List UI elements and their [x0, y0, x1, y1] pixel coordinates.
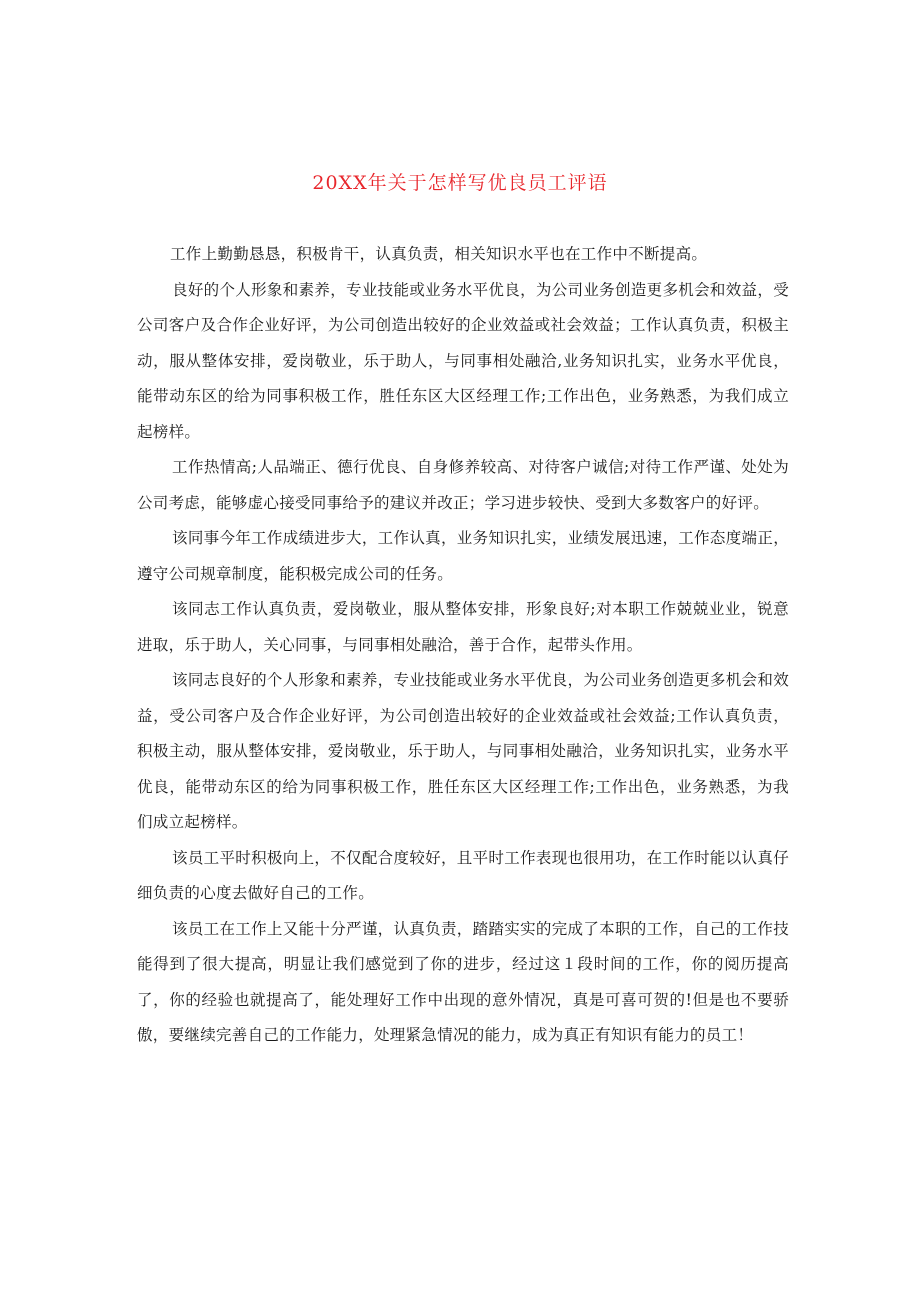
paragraph-1: 工作上勤勤恳恳，积极肯干，认真负责，相关知识水平也在工作中不断提高。 [170, 245, 708, 263]
paragraph-2: 良好的个人形象和素养，专业技能或业务水平优良，为公司业务创造更多机会和效益，受公司客户及合作企业好评，为公司创造出较好的企业效益或社会效益；工作认真负责，积极主动，服从整体安排，爱岗敬业，乐于助人，与同事相处融洽,业务知识扎实，业务水平优良，能带动东区的给为同事积极工作，胜任东区大区经理工作;工作出色，业务熟悉，为我们成立起榜样。 [137, 280, 789, 441]
paragraph-4: 该同事今年工作成绩进步大，工作认真，业务知识扎实，业绩发展迅速，工作态度端正，遵守公司规章制度，能积极完成公司的任务。 [137, 529, 789, 583]
document-body [137, 237, 789, 1054]
paragraph-5: 该同志工作认真负责，爱岗敬业，服从整体安排，形象良好;对本职工作兢兢业业，锐意进取，乐于助人，关心同事，与同事相处融洽，善于合作，起带头作用。 [137, 600, 789, 654]
paragraph-6: 该同志良好的个人形象和素养，专业技能或业务水平优良，为公司业务创造更多机会和效益，受公司客户及合作企业好评，为公司创造出较好的企业效益或社会效益;工作认真负责，积极主动，服从整体安排，爱岗敬业，乐于助人，与同事相处融洽，业务知识扎实，业务水平优良，能带动东区的给为同事积极工作，胜任东区大区经理工作;工作出色，业务熟悉，为我们成立起榜样。 [137, 671, 789, 831]
paragraph-8: 该员工在工作上又能十分严谨，认真负责，踏踏实实的完成了本职的工作，自己的工作技能得到了很大提高，明显让我们感觉到了你的进步，经过这１段时间的工作，你的阅历提高了，你的经验也就提高了，能处理好工作中出现的意外情况，真是可喜可贺的!但是也不要骄傲，要继续完善自己的工作能力，处理紧急情况的能力，成为真正有知识有能力的员工！ [137, 919, 790, 1044]
document-title: 20XX年关于怎样写优良员工评语 [312, 172, 608, 194]
paragraph-3: 工作热情高;人品端正、德行优良、自身修养较高、对待客户诚信;对待工作严谨、处处为公司考虑，能够虚心接受同事给予的建议并改正；学习进步较快、受到大多数客户的好评。 [137, 458, 789, 512]
paragraph-7: 该员工平时积极向上，不仅配合度较好，且平时工作表现也很用功，在工作时能以认真仔细负责的心度去做好自己的工作。 [137, 848, 789, 902]
